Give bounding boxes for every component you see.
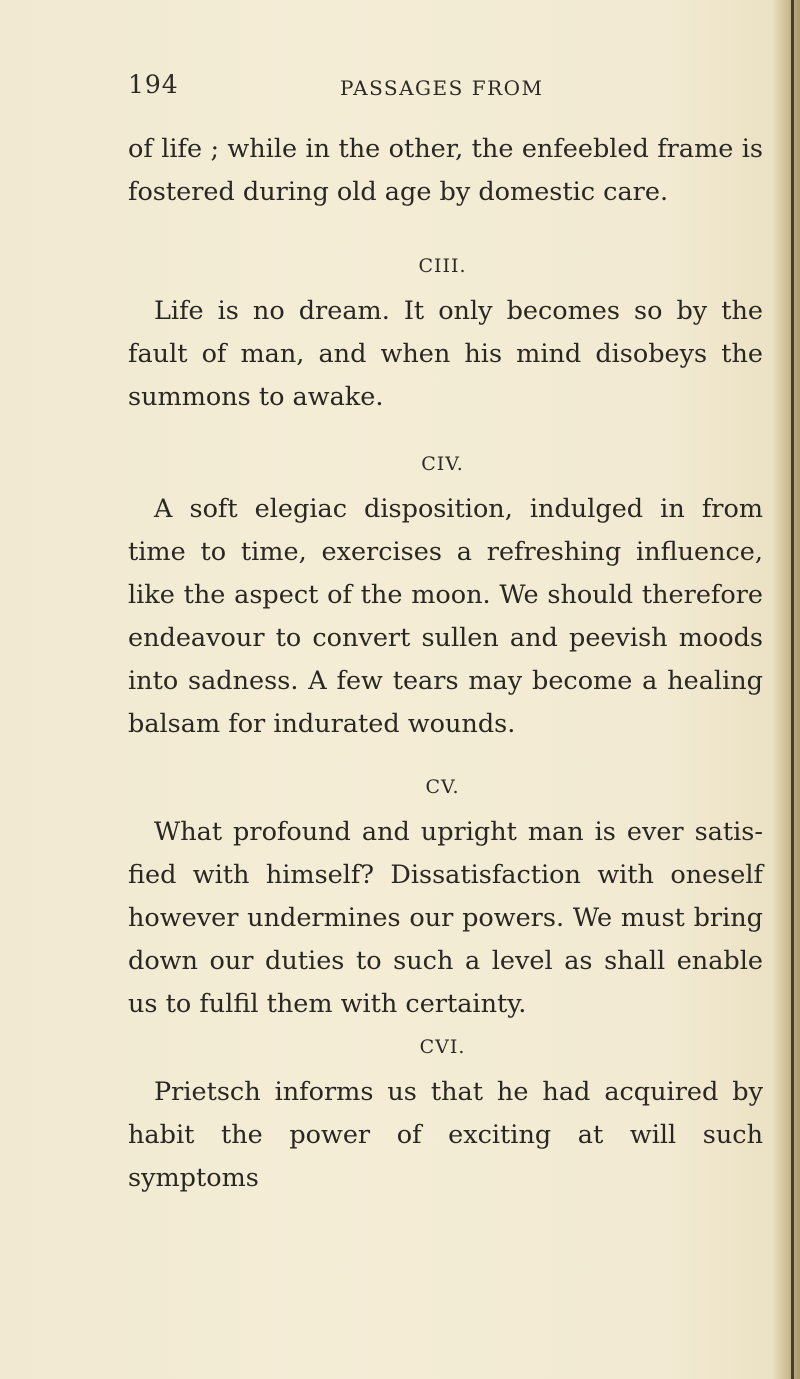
paragraph-text: A soft elegiac disposition, indulged in from time to time, exercises a refreshing influence, like the aspect of the moon. We should therefore endeavour to convert sullen and peevish moods into sadness. A few tears may become a healing balsam for indurated wounds.	[128, 494, 763, 739]
page-edge-line	[791, 0, 794, 1379]
page-number: 194	[128, 70, 179, 99]
section-number-civ: CIV.	[421, 453, 464, 475]
paragraph-continuation	[128, 128, 763, 214]
paragraph-text: Prietsch informs us that he had acquired by habit the power of exciting at will such symptoms	[128, 1077, 763, 1193]
section-number-cv: CV.	[425, 776, 460, 798]
page-edge-shadow	[772, 0, 800, 1379]
running-head	[0, 70, 780, 110]
running-title: PASSAGES FROM	[340, 76, 544, 100]
section-number-cvi: CVI.	[419, 1036, 466, 1058]
paragraph-text: of life ; while in the other, the enfeebled frame is fostered during old age by domestic care.	[128, 134, 763, 207]
paragraph-text: What profound and upright man is ever satis-fied with himself? Dissatisfaction with oneself however undermines our powers. We must bring down our duties to such a level as shall enable us to fulfil them with certainty.	[128, 817, 763, 1019]
paragraph-ciii	[128, 290, 763, 419]
paragraph-civ	[128, 488, 763, 746]
section-number-ciii: CIII.	[418, 255, 467, 277]
paragraph-cvi	[128, 1071, 763, 1200]
paragraph-cv	[128, 811, 763, 1026]
paragraph-text: Life is no dream. It only becomes so by the fault of man, and when his mind disobeys the summons to awake.	[128, 296, 763, 412]
